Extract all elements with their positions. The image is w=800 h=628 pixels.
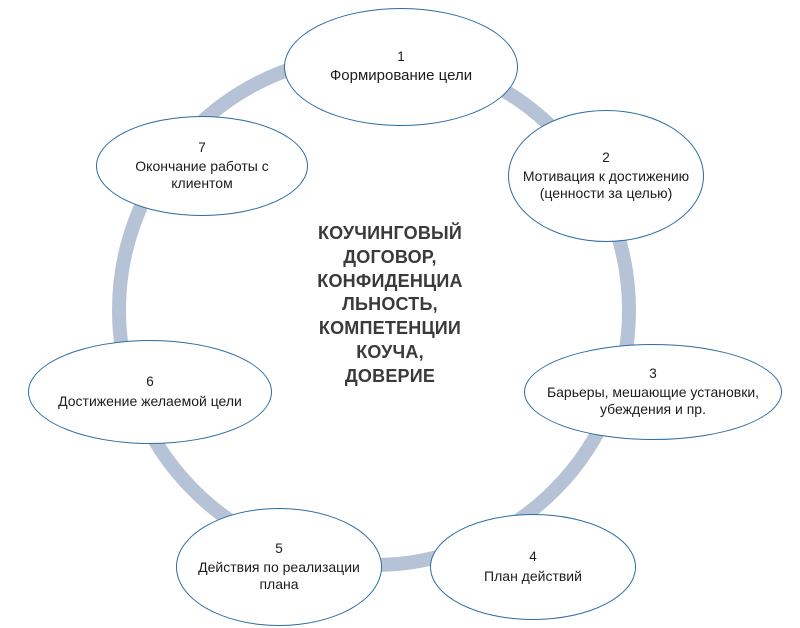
- node-1-number: 1: [397, 48, 405, 64]
- center-line-2: ДОГОВОР,: [343, 246, 437, 267]
- center-label: [270, 222, 510, 422]
- node-1-label: Формирование цели: [329, 67, 473, 85]
- cycle-node-3[interactable]: [524, 344, 782, 440]
- node-7-number: 7: [198, 139, 206, 155]
- node-2-label: Мотивация к достижению (ценности за целью): [522, 168, 690, 202]
- node-6-label: Достижение желаемой цели: [58, 392, 242, 409]
- node-5-label: Действия по реализации плана: [198, 559, 360, 593]
- cycle-node-6[interactable]: [28, 340, 272, 444]
- node-7-label: Окончание работы с клиентом: [135, 158, 269, 192]
- node-4-label: План действий: [484, 567, 582, 584]
- center-line-4: ЛЬНОСТЬ,: [342, 294, 438, 315]
- node-4-number: 4: [529, 549, 537, 565]
- cycle-node-2[interactable]: [508, 110, 704, 242]
- node-2-number: 2: [602, 149, 610, 165]
- center-line-5: КОМПЕТЕНЦИИ: [318, 318, 462, 338]
- center-line-1: КОУЧИНГОВЫЙ: [317, 223, 463, 243]
- cycle-node-5[interactable]: [176, 508, 382, 626]
- cycle-node-4[interactable]: [430, 514, 636, 620]
- node-6-number: 6: [146, 374, 154, 390]
- cycle-node-7[interactable]: [96, 116, 308, 216]
- center-line-6: КОУЧА,: [356, 341, 424, 362]
- node-5-number: 5: [275, 540, 283, 556]
- center-line-3: КОНФИДЕНЦИА: [317, 270, 463, 291]
- node-3-number: 3: [649, 365, 657, 381]
- cycle-node-1[interactable]: [284, 8, 518, 126]
- center-line-7: ДОВЕРИЕ: [344, 365, 436, 386]
- node-3-label: Барьеры, мешающие установки, убеждения и пр.: [546, 384, 760, 418]
